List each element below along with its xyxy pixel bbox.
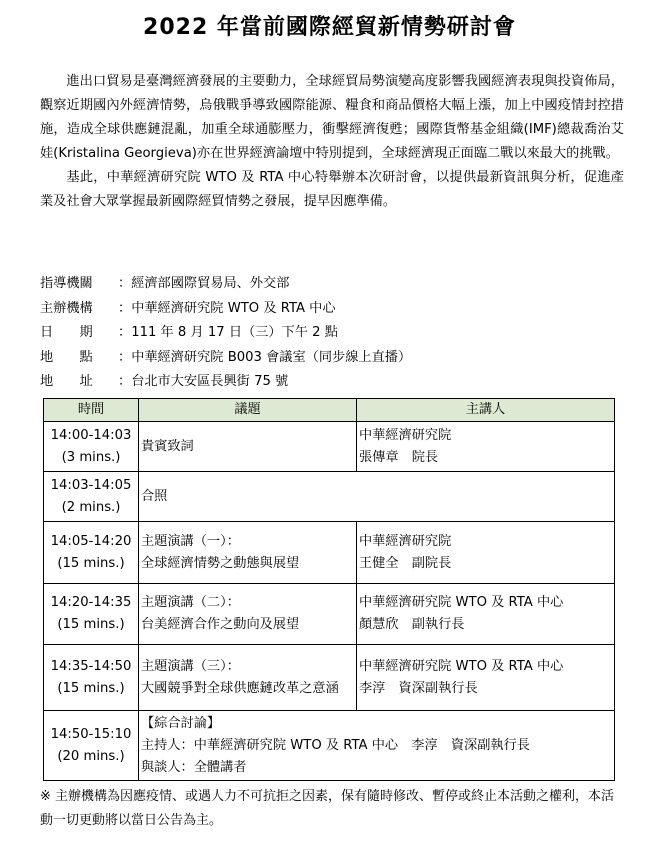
duration: (15 mins.) [57, 680, 125, 696]
speaker-cell [357, 645, 615, 711]
info-row-date [40, 321, 620, 346]
time-cell [44, 645, 139, 711]
speaker-org: 中華經濟研究院 WTO 及 RTA 中心 [359, 658, 564, 674]
topic-line: 合照 [141, 488, 168, 504]
agenda-table [43, 398, 615, 781]
topic-cell [139, 522, 357, 584]
info-value: 經濟部國際貿易局、外交部 [131, 276, 290, 291]
event-info [40, 272, 620, 395]
speaker-org: 中華經濟研究院 WTO 及 RTA 中心 [359, 595, 564, 610]
duration: (15 mins.) [57, 555, 125, 571]
topic-line: 大國競爭對全球供應鏈改革之意涵 [141, 680, 339, 696]
info-separator: ： [118, 374, 132, 389]
time-cell [44, 711, 139, 781]
duration: (3 mins.) [61, 449, 121, 465]
speaker-cell [357, 422, 615, 472]
topic-cell [139, 422, 357, 472]
footnote: ※ 主辦機構為因應疫情、或遇人力不可抗拒之因素，保有隨時修改、暫停或終止本活動之權利，本活動一切更動將以當日公告為主。 [40, 789, 615, 828]
speaker-name: 王健全 副院長 [359, 555, 452, 571]
info-label: 地 點 [40, 349, 93, 365]
topic-line: 【綜合討論】 [141, 715, 221, 731]
time-range: 14:50-15:10 [50, 726, 132, 742]
info-row-address [40, 370, 620, 395]
topic-cell [139, 711, 615, 781]
speaker-org: 中華經濟研究院 [359, 427, 452, 443]
time-cell [44, 584, 139, 645]
speaker-name: 張傳章 院長 [359, 449, 439, 465]
info-label: 主辦機構 [40, 300, 93, 316]
topic-line: 主持人：中華經濟研究院 WTO 及 RTA 中心 李淳 資深副執行長 [141, 737, 530, 753]
speaker-cell [357, 584, 615, 645]
info-value: 台北市大安區長興街 75 號 [131, 374, 289, 389]
header-topic: 議題 [139, 399, 357, 422]
intro-paragraph: 進出口貿易是臺灣經濟發展的主要動力，全球經貿局勢演變高度影響我國經濟表現與投資佈局，觀察近期國內外經濟情勢，烏俄戰爭導致國際能源、糧食和商品價格大幅上漲，加上中國疫情封控措施，造成全球供應鏈混亂，加重全球通膨壓力，衝擊經濟復甦；國際貨幣基金組織(IMF)總裁喬治艾娃(Kristalina Georgieva)亦在世界經濟論壇中特別提到，全球經濟現正面臨二戰以來最大的挑戰。 [40, 74, 624, 161]
agenda-row [44, 711, 615, 781]
speaker-name: 李淳 資深副執行長 [359, 680, 478, 696]
topic-line: 全球經濟情勢之動態與展望 [141, 555, 300, 571]
info-label: 地 址 [40, 374, 93, 389]
topic-cell [139, 472, 615, 522]
duration: (2 mins.) [61, 499, 121, 515]
time-cell [44, 522, 139, 584]
intro-paragraph: 基此，中華經濟研究院 WTO 及 RTA 中心特舉辦本次研討會，以提供最新資訊與分析，促進產業及社會大眾掌握最新國際經貿情勢之發展，提早因應準備。 [40, 170, 624, 209]
time-range: 14:00-14:03 [50, 427, 132, 443]
info-row-host [40, 297, 620, 322]
info-value: 中華經濟研究院 WTO 及 RTA 中心 [131, 300, 336, 316]
agenda-row [44, 584, 615, 645]
info-value: 中華經濟研究院 B003 會議室（同步線上直播） [131, 349, 412, 365]
speaker-name: 顏慧欣 副執行長 [359, 617, 465, 632]
info-separator: ： [118, 349, 132, 365]
speaker-org: 中華經濟研究院 [359, 533, 452, 549]
info-separator: ： [118, 325, 132, 340]
info-label: 指導機關 [40, 276, 93, 291]
topic-cell [139, 645, 357, 711]
header-time: 時間 [44, 399, 139, 422]
info-row-venue [40, 346, 620, 371]
time-range: 14:35-14:50 [50, 658, 132, 674]
agenda-row [44, 522, 615, 584]
header-speaker: 主講人 [357, 399, 615, 422]
agenda-header-row [44, 399, 615, 422]
speaker-cell [357, 522, 615, 584]
topic-line: 貴賓致詞 [141, 438, 194, 454]
time-cell [44, 422, 139, 472]
time-range: 14:20-14:35 [50, 595, 132, 610]
info-separator: ： [118, 276, 132, 291]
duration: (20 mins.) [57, 748, 125, 764]
topic-line: 與談人：全體講者 [141, 759, 247, 775]
duration: (15 mins.) [57, 617, 125, 632]
time-range: 14:03-14:05 [50, 477, 132, 493]
agenda-row [44, 472, 615, 522]
info-value: 111 年 8 月 17 日（三）下午 2 點 [131, 325, 338, 340]
page-title: 2022 年當前國際經貿新情勢研討會 [143, 15, 516, 40]
time-cell [44, 472, 139, 522]
info-row-organizer [40, 272, 620, 297]
intro-text [40, 70, 624, 214]
info-label: 日 期 [40, 325, 93, 340]
topic-line: 主題演講（一）： [141, 533, 240, 549]
topic-line: 主題演講（三）： [141, 658, 240, 674]
topic-cell [139, 584, 357, 645]
info-separator: ： [118, 300, 132, 316]
time-range: 14:05-14:20 [50, 533, 132, 549]
agenda-row [44, 645, 615, 711]
topic-line: 主題演講（二）： [141, 595, 240, 610]
topic-line: 台美經濟合作之動向及展望 [141, 617, 300, 632]
agenda-row [44, 422, 615, 472]
